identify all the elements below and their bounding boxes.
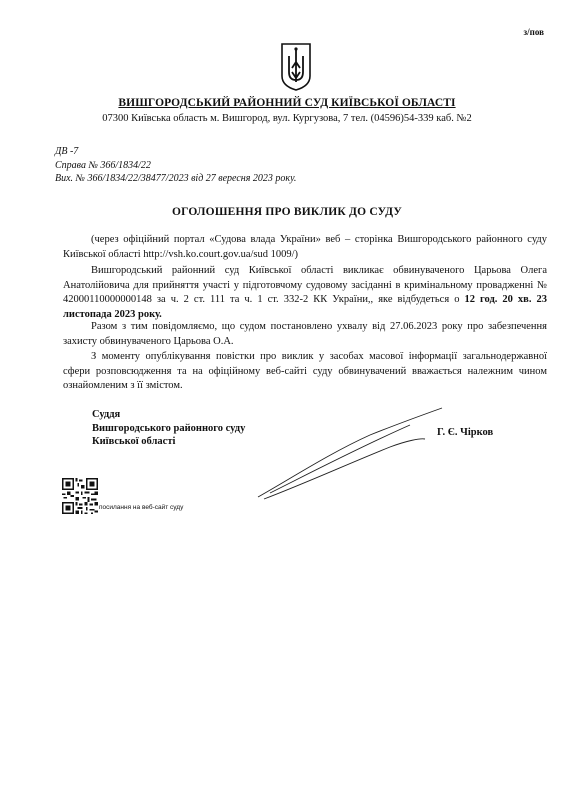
court-address: 07300 Київська область м. Вишгород, вул. Кургузова, 7 тел. (04596)54-339 каб. №2 [102, 113, 472, 124]
judge-name: Г. Є. Чірков [437, 427, 494, 438]
judge-title: Суддя [92, 409, 121, 420]
outgoing-number: Вих. № 366/1834/22/38477/2023 від 27 вересня 2023 року. [55, 173, 297, 184]
notice-title: ОГОЛОШЕННЯ ПРО ВИКЛИК ДО СУДУ [171, 206, 403, 218]
judge-region: Київської області [92, 436, 176, 447]
document-code: ДВ -7 [55, 146, 79, 157]
judge-court: Вишгородського районного суду [92, 422, 246, 434]
portal-note: (через офіційний портал «Судова влада України» веб – сторінка Вишгородського районного суду Київської області http://vsh.ko.court.gov.ua/sud 1009/) [63, 234, 547, 260]
coat-of-arms-icon [280, 42, 312, 92]
summons-paragraph [63, 264, 547, 322]
corner-mark: з/пов [523, 27, 544, 37]
handwritten-signature [250, 405, 450, 505]
defense-paragraph: Разом з тим повідомляємо, що судом постановлено ухвалу від 27.06.2023 року про забезпечення захисту обвинуваченого Царьова О.А. [63, 321, 547, 347]
qr-caption: посилання на веб-сайт суду [99, 504, 184, 511]
summons-text: Вишгородський районний суд Київської області викликає обвинуваченого Царьова Олега Анатолійовича для прийняття участі у підготовчому судовому засіданні в кримінальному провадженні № 42000110000000148 за ч. 2 ст. 111 та ч. 1 ст. 332-2 КК України,, яке відбудеться о [63, 265, 547, 305]
case-number: Справа № 366/1834/22 [55, 160, 151, 171]
hearing-datetime: 12 год. 20 хв. 23 листопада 2023 року. [63, 294, 547, 320]
judge-signature-block [92, 408, 245, 449]
publication-paragraph: З моменту опублікування повістки про виклик у засобах масової інформації загальнодержавної сфери розповсюдження та на офіційному веб-сайті суду обвинувачений вважається належним чином ознайомленим з її змістом. [63, 351, 547, 391]
qr-code[interactable] [62, 478, 98, 514]
court-name: ВИШГОРОДСЬКИЙ РАЙОННИЙ СУД КИЇВСЬКОЇ ОБЛАСТІ [118, 97, 456, 109]
